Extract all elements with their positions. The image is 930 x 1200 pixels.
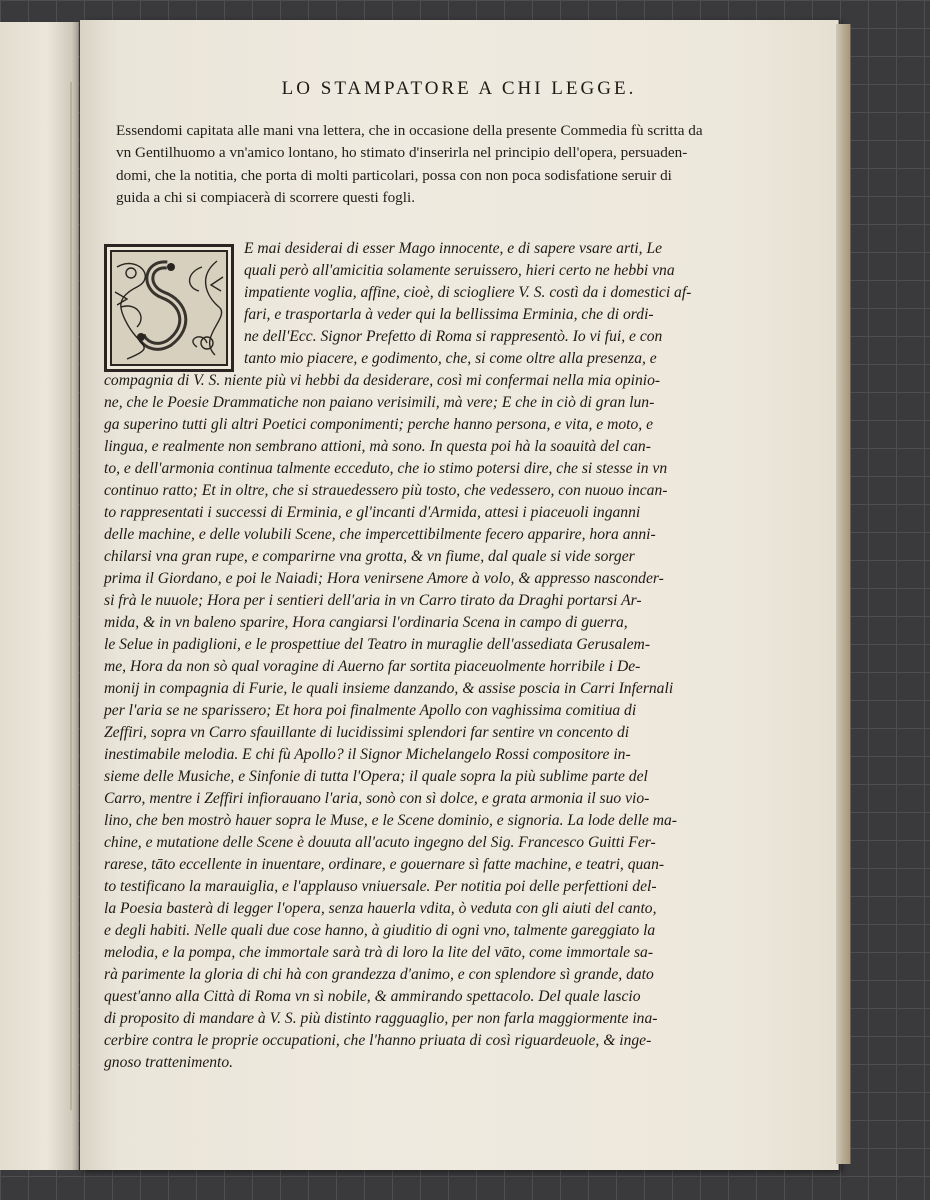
- body-line: continuo ratto; Et in oltre, che si strauedessero più tosto, che vedessero, con nuouo incan-: [104, 482, 668, 499]
- page-header: LO STAMPATORE A CHI LEGGE.: [281, 78, 637, 99]
- body-line: quali però all'amicitia solamente seruissero, hieri certo ne hebbi vna: [244, 262, 675, 279]
- body-line: si frà le nuuole; Hora per i sentieri dell'aria in vn Carro tirato da Draghi portarsi Ar-: [104, 592, 642, 609]
- body-line: Carro, mentre i Zeffiri infiorauano l'aria, sonò con sì dolce, e grata armonia il suo vio-: [104, 790, 650, 807]
- facing-page: [0, 22, 79, 1170]
- intro-paragraph: [116, 120, 756, 210]
- body-line: compagnia di V. S. niente più vi hebbi da desiderare, così mi confermai nella mia opinio-: [104, 372, 661, 389]
- body-line: chilarsi vna gran rupe, e comparirne vna grotta, & vn fiume, dal quale si vide sorger: [104, 548, 635, 565]
- body-line: ne, che le Poesie Drammatiche non paiano verisimili, mà vere; E che in ciò di gran lun-: [104, 394, 655, 411]
- intro-line: Essendomi capitata alle mani vna lettera, che in occasione della presente Commedia fù scritta da: [116, 122, 703, 139]
- intro-line: vn Gentilhuomo a vn'amico lontano, ho stimato d'inserirla nel principio dell'opera, persuaden-: [116, 144, 688, 162]
- intro-line: domi, che la notitia, che porta di molti particolari, possa con non poca sodisfatione seruir di: [116, 166, 672, 184]
- page-edge: [836, 24, 851, 1164]
- body-line: me, Hora da non sò qual voragine di Auerno far sortita piaceuolmente horribile i De-: [104, 658, 641, 675]
- body-line: lingua, e realmente non sembrano attioni, mà sono. In questa poi hà la soauità del can-: [104, 438, 651, 455]
- body-line: la Poesia basterà di legger l'opera, senza hauerla vdita, ò veduta con gli aiuti del canto,: [104, 900, 657, 917]
- body-line: monij in compagnia di Furie, le quali insieme danzando, & assise poscia in Carri Infernali: [104, 680, 674, 697]
- letter-body: [104, 238, 759, 1074]
- facing-page-gutter: [70, 82, 72, 1110]
- body-line: prima il Giordano, e poi le Naiadi; Hora venirsene Amore à volo, & appresso nasconder-: [104, 570, 664, 587]
- body-line: e degli habiti. Nelle quali due cose hanno, à giuditio di ogni vno, talmente gareggiato la: [104, 922, 656, 939]
- body-line: to, e dell'armonia continua talmente ecceduto, che io stimo potersi dire, che si stesse in vn: [104, 460, 668, 477]
- body-line: ne dell'Ecc. Signor Prefetto di Roma si rappresentò. Io vi fui, e con: [244, 328, 663, 345]
- body-line: quest'anno alla Città di Roma vn sì nobile, & ammirando spettacolo. Del quale lascio: [104, 988, 641, 1005]
- intro-line: guida a chi si compiacerà di scorrere questi fogli.: [116, 189, 415, 207]
- body-line: tanto mio piacere, e godimento, che, si come oltre alla presenza, e: [244, 350, 657, 367]
- body-line: di proposito di mandare à V. S. più distinto ragguaglio, per non farla maggiormente ina-: [104, 1010, 658, 1027]
- body-line: impatiente voglia, affine, cioè, di sciogliere V. S. costì da i domestici af-: [244, 284, 692, 301]
- body-line: per l'aria se ne sparissero; Et hora poi finalmente Apollo con vaghissima comitiua di: [104, 702, 637, 719]
- body-line: inestimabile melodia. E chi fù Apollo? il Signor Michelangelo Rossi compositore in-: [104, 746, 631, 763]
- body-line: chine, e mutatione delle Scene è douuta all'acuto ingegno del Sig. Francesco Guitti Fer-: [104, 834, 656, 851]
- body-line: fari, e trasportarla à veder qui la bellissima Erminia, che di ordi-: [244, 306, 654, 323]
- body-line: ga superino tutti gli altri Poetici componimenti; perche hanno persona, e vita, e moto, e: [104, 416, 654, 433]
- body-line: rarese, tāto eccellente in inuentare, ordinare, e gouernare sì fatte machine, e teatri, quan-: [104, 856, 665, 873]
- body-line: cerbire contra le proprie occupationi, che l'hanno priuata di così riguardeuole, & inge-: [104, 1032, 652, 1049]
- body-line: to rappresentati i successi di Erminia, e gl'incanti d'Armida, attesi i piaceuoli inganni: [104, 504, 641, 521]
- body-line: to testificano la marauiglia, e l'applauso vniuersale. Per notitia poi delle perfettioni del-: [104, 878, 657, 895]
- body-line: lino, che ben mostrò hauer sopra le Muse, e le Scene dominio, e signoria. La lode delle ma-: [104, 812, 677, 829]
- body-line: le Selue in padiglioni, e le prospettiue del Teatro in muraglie dell'assediata Gerusalem-: [104, 636, 651, 653]
- body-line: delle machine, e delle volubili Scene, che impercettibilmente fecero apparire, hora anni-: [104, 526, 656, 543]
- body-line: Zeffiri, sopra vn Carro sfauillante di lucidissimi splendori far sentire vn concento di: [104, 724, 630, 741]
- body-line: gnoso trattenimento.: [104, 1054, 234, 1071]
- body-line: rà parimente la gloria di chi hà con grandezza d'animo, e con splendore sì grande, dato: [104, 966, 654, 983]
- body-line: mida, & in vn baleno sparire, Hora cangiarsi l'ordinaria Scena in campo di guerra,: [104, 614, 628, 631]
- body-line: melodia, e la pompa, che immortale sarà trà di loro la lite del vāto, come immortale sa-: [104, 944, 654, 961]
- body-line: sieme delle Musiche, e Sinfonie di tutta l'Opera; il quale sopra la più sublime parte del: [104, 768, 648, 785]
- body-line: E mai desiderai di esser Mago innocente, e di sapere vsare arti, Le: [244, 240, 663, 257]
